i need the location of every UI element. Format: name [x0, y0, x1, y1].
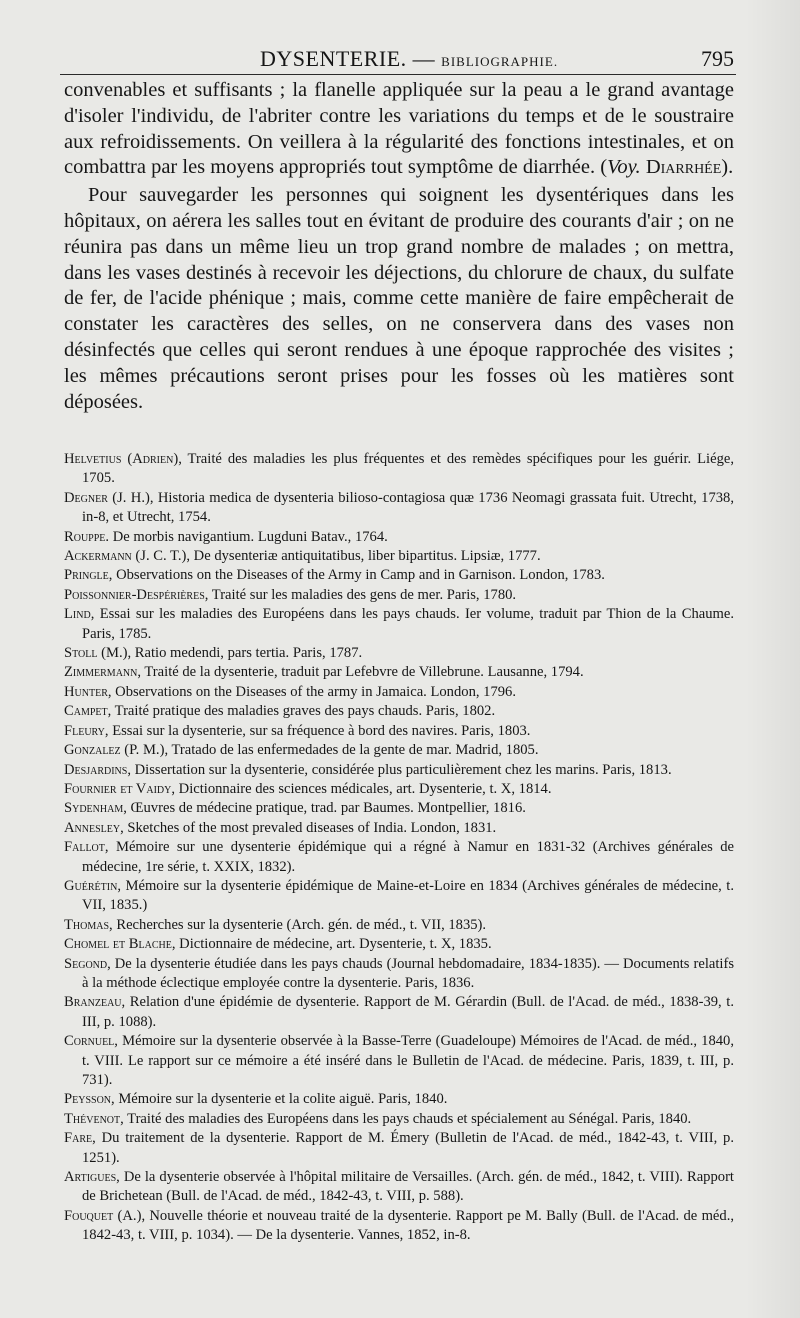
bibliography-author: Thomas	[64, 916, 110, 933]
bibliography-entry	[64, 605, 734, 644]
bibliography-entry	[64, 955, 734, 994]
bibliography-author: Rouppe	[64, 528, 106, 545]
bibliography-text: , Mémoire sur la dysenterie épidémique de Maine-et-Loire en 1834 (Archives générales de médecine, t. VII, 1835.)	[82, 877, 734, 914]
bibliography-entry	[64, 566, 734, 585]
bibliography-text: , Historia medica de dysenteria bilioso-contagiosa quæ 1736 Neomagi grassata fuit. Utrecht, 1738, in-8, et Utrecht, 1754.	[82, 489, 734, 526]
bibliography-entry	[64, 528, 734, 547]
bibliography-text: , Observations on the Diseases of the Army in Camp and in Garnison. London, 1783.	[108, 567, 605, 584]
bibliography-entry	[64, 1090, 734, 1109]
bibliography-author: Poissonnier-Despérières	[64, 586, 205, 603]
bibliography-text: , Observations on the Diseases of the army in Jamaica. London, 1796.	[107, 683, 517, 700]
page-number: 795	[701, 46, 734, 71]
bibliography-entry	[64, 993, 734, 1032]
bibliography-author: Desjardins	[64, 761, 128, 778]
bibliography-author: Fouquet (A.)	[64, 1207, 142, 1224]
bibliography-author: Gonzalez (P. M.)	[64, 742, 165, 759]
bibliography-author: Guérétin	[64, 877, 118, 894]
bibliography-entry	[64, 489, 734, 528]
bibliography-author: Hunter	[64, 683, 108, 700]
bibliography-text: , Relation d'une épidémie de dysenterie. Rapport de M. Gérardin (Bull. de l'Acad. de méd., 1838-39, t. III, p. 1088).	[82, 994, 734, 1030]
bibliography-entry	[64, 761, 734, 780]
bibliography-author: Degner (J. H.)	[64, 489, 150, 506]
bibliography-author: Pringle	[64, 567, 109, 584]
bibliography-author: Segond	[64, 955, 108, 972]
bibliography-author: Fleury	[64, 722, 105, 739]
bibliography-entry	[64, 1129, 734, 1168]
bibliography-text: , Traité sur les maladies des gens de mer. Paris, 1780.	[204, 586, 517, 603]
bibliography-text: , Mémoire sur la dysenterie et la colite aiguë. Paris, 1840.	[111, 1091, 448, 1108]
bibliography-entry	[64, 1110, 734, 1129]
bibliography-text: , De la dysenterie observée à l'hôpital militaire de Versailles. (Arch. gén. de méd., 1842, t. VIII). Rapport de Brichetean (Bull. de l'Acad. de méd., 1842-43, t. VIII, p. 588).	[82, 1169, 734, 1205]
bibliography-entry	[64, 1168, 734, 1207]
bibliography-entry	[64, 1207, 734, 1246]
header-subtitle: BIBLIOGRAPHIE.	[441, 54, 559, 69]
running-header	[60, 44, 736, 75]
bibliography-text: , Recherches sur la dysenterie (Arch. gén. de méd., t. VII, 1835).	[109, 916, 487, 933]
header-title	[260, 46, 558, 72]
bibliography-entry	[64, 838, 734, 877]
bibliography-text: , Tratado de las enfermedades de la gente de mar. Madrid, 1805.	[164, 742, 539, 759]
bibliography-entry	[64, 799, 734, 818]
bibliography-entry	[64, 722, 734, 741]
bibliography-author: Artigues	[64, 1169, 117, 1186]
bibliography-text: , Mémoire sur une dysenterie épidémique qui a régné à Namur en 1831-32 (Archives générales de médecine, 1re série, t. XXIX, 1832).	[82, 839, 734, 875]
bibliography-entry	[64, 586, 734, 605]
bibliography-author: Annesley	[64, 819, 121, 836]
bibliography-entry	[64, 819, 734, 838]
bibliography-text: , De la dysenterie étudiée dans les pays chauds (Journal hebdomadaire, 1834-1835). — Documents relatifs à la méthode éclectique employée contre la dysenterie. Paris, 1836.	[82, 955, 734, 991]
bibliography-author: Cornuel	[64, 1033, 115, 1050]
voy-abbrev: Voy.	[607, 156, 641, 179]
bibliography-entry	[64, 702, 734, 721]
bibliography-author: Ackermann (J. C. T.)	[64, 548, 187, 565]
bibliography-author: Helvetius (Adrien)	[64, 451, 179, 467]
bibliography-author: Fallot	[64, 839, 105, 856]
bibliography-entry	[64, 663, 734, 682]
page-edge-shadow	[745, 0, 800, 1318]
bibliography-list	[64, 450, 734, 1246]
bibliography-author: Fournier et Vaidy	[64, 780, 172, 797]
bibliography-text: , Traité des maladies des Européens dans les pays chauds et spécialement au Sénégal. Paris, 1840.	[120, 1110, 692, 1127]
bibliography-text: , Mémoire sur la dysenterie observée à la Basse-Terre (Guadeloupe) Mémoires de l'Acad. de méd., 1840, t. VIII. Le rapport sur ce mémoire a été inséré dans le Bulletin de l'Acad. de médecine. Paris, 1839, t. III, p. 731).	[82, 1033, 734, 1088]
header-title-text: DYSENTERIE. —	[260, 46, 436, 71]
bibliography-text: . De morbis navigantium. Lugduni Batav., 1764.	[105, 528, 388, 545]
bibliography-entry	[64, 780, 734, 799]
bibliography-author: Campet	[64, 703, 108, 720]
bibliography-entry	[64, 741, 734, 760]
bibliography-text: , Traité des maladies les plus fréquentes et des remèdes spécifiques pour les guérir. Liége, 1705.	[82, 451, 734, 487]
bibliography-entry	[64, 644, 734, 663]
bibliography-entry	[64, 877, 734, 916]
bibliography-text: , Sketches of the most prevaled diseases of India. London, 1831.	[120, 819, 497, 836]
bibliography-text: , Dictionnaire des sciences médicales, art. Dysenterie, t. X, 1814.	[171, 780, 552, 797]
bibliography-entry	[64, 547, 734, 566]
bibliography-text: , Essai sur la dysenterie, sur sa fréquence à bord des navires. Paris, 1803.	[104, 722, 531, 739]
bibliography-entry	[64, 450, 734, 489]
bibliography-author: Stoll (M.)	[64, 645, 128, 662]
paragraph-1-text: convenables et suffisants ; la flanelle appliquée sur la peau a le grand avantage d'isoler l'individu, de l'abriter contre les variations du temps et de le soustraire aux refroidissements. On veillera à la régularité des fonctions intestinales, et on combattra par les moyens appropriés tout symptôme de diarrhée. (	[64, 79, 734, 179]
bibliography-author: Lind	[64, 606, 91, 623]
bibliography-author: Branzeau	[64, 994, 122, 1011]
bibliography-text: , Ratio medendi, pars tertia. Paris, 1787.	[127, 645, 363, 662]
bibliography-text: , Traité pratique des maladies graves des pays chauds. Paris, 1802.	[107, 703, 496, 720]
paragraph-2: Pour sauvegarder les personnes qui soignent les dysentériques dans les hôpitaux, on aérera les salles tout en évitant de produire des courants d'air ; on ne réunira pas dans un même lieu un trop grand nombre de malades ; on mettra, dans les vases destinés à recevoir les déjections, du chlorure de chaux, du sulfate de fer, de l'acide phénique ; mais, comme cette manière de faire empêcherait de constater les caractères des selles, on ne conservera dans des vases non désinfectés que celles qui seront rendues à une époque rapprochée des visites ; les mêmes précautions seront prises pour les fosses où les matières sont déposées.	[64, 184, 734, 413]
bibliography-text: , Traité de la dysenterie, traduit par Lefebvre de Villebrune. Lausanne, 1794.	[137, 664, 584, 681]
bibliography-text: , Dissertation sur la dysenterie, considérée plus particulièrement chez les marins. Paris, 1813.	[127, 761, 672, 778]
bibliography-text: , Dictionnaire de médecine, art. Dysenterie, t. X, 1835.	[171, 936, 492, 953]
paragraph-1-end: ).	[721, 156, 734, 179]
bibliography-author: Peysson	[64, 1091, 112, 1108]
main-text	[64, 78, 734, 415]
bibliography-author: Sydenham	[64, 800, 124, 817]
bibliography-entry	[64, 683, 734, 702]
cross-reference: Diarrhée	[640, 156, 722, 179]
bibliography-text: , De dysenteriæ antiquitatibus, liber bipartitus. Lipsiæ, 1777.	[186, 548, 541, 565]
bibliography-author: Thévenot	[64, 1110, 121, 1127]
bibliography-author: Zimmermann	[64, 664, 138, 681]
bibliography-text: , Nouvelle théorie et nouveau traité de la dysenterie. Rapport pe M. Bally (Bull. de l'Acad. de méd., 1842-43, t. VIII, p. 1034). — De la dysenterie. Vannes, 1852, in-8.	[82, 1207, 734, 1244]
bibliography-author: Fare	[64, 1130, 93, 1147]
bibliography-author: Chomel et Blache	[64, 936, 172, 953]
bibliography-entry	[64, 935, 734, 954]
bibliography-entry	[64, 916, 734, 935]
bibliography-text: , Œuvres de médecine pratique, trad. par Baumes. Montpellier, 1816.	[123, 800, 526, 817]
bibliography-entry	[64, 1032, 734, 1090]
paragraph-1	[64, 78, 734, 181]
bibliography-text: , Du traitement de la dysenterie. Rapport de M. Émery (Bulletin de l'Acad. de méd., 1842-43, t. VIII, p. 1251).	[82, 1130, 734, 1166]
bibliography-text: , Essai sur les maladies des Européens dans les pays chauds. Ier volume, traduit par Thion de la Chaume. Paris, 1785.	[82, 606, 734, 642]
